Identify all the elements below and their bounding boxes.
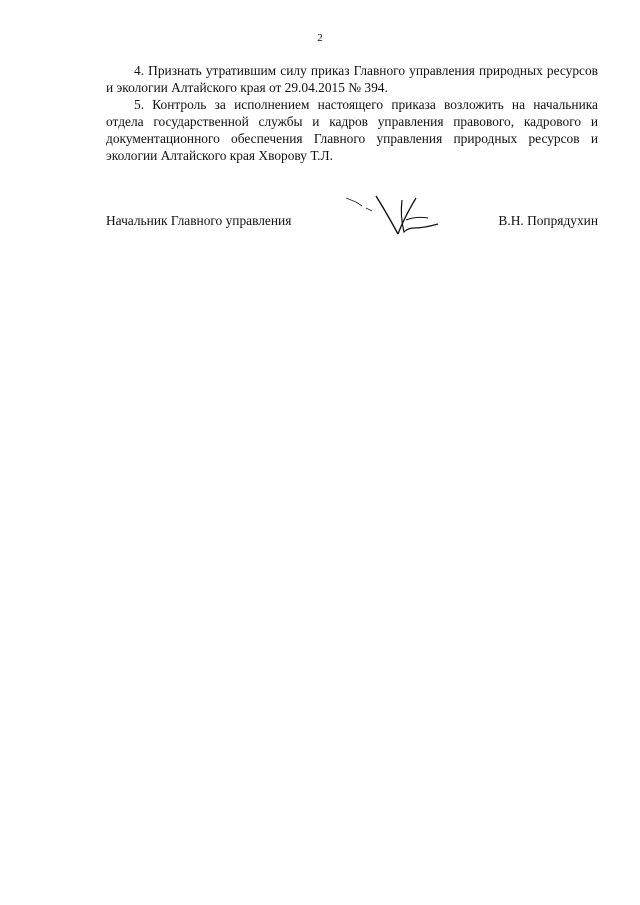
document-body — [106, 62, 598, 164]
signature-block — [106, 208, 598, 238]
paragraph-5: 5. Контроль за исполнением настоящего приказа возложить на начальника отдела государственной службы и кадров управления правового, кадрового и документационного обеспечения Главного управления природных ресурсов и экологии Алтайского края Хворову Т.Л. — [106, 97, 598, 163]
page-number: 2 — [317, 32, 323, 44]
paragraph-4: 4. Признать утратившим силу приказ Главного управления природных ресурсов и экологии Алтайского края от 29.04.2015 № 394. — [106, 63, 598, 95]
signatory-position: Начальник Главного управления — [106, 213, 292, 228]
handwritten-signature-icon — [342, 194, 462, 242]
signatory-name: В.Н. Попрядухин — [498, 213, 598, 228]
